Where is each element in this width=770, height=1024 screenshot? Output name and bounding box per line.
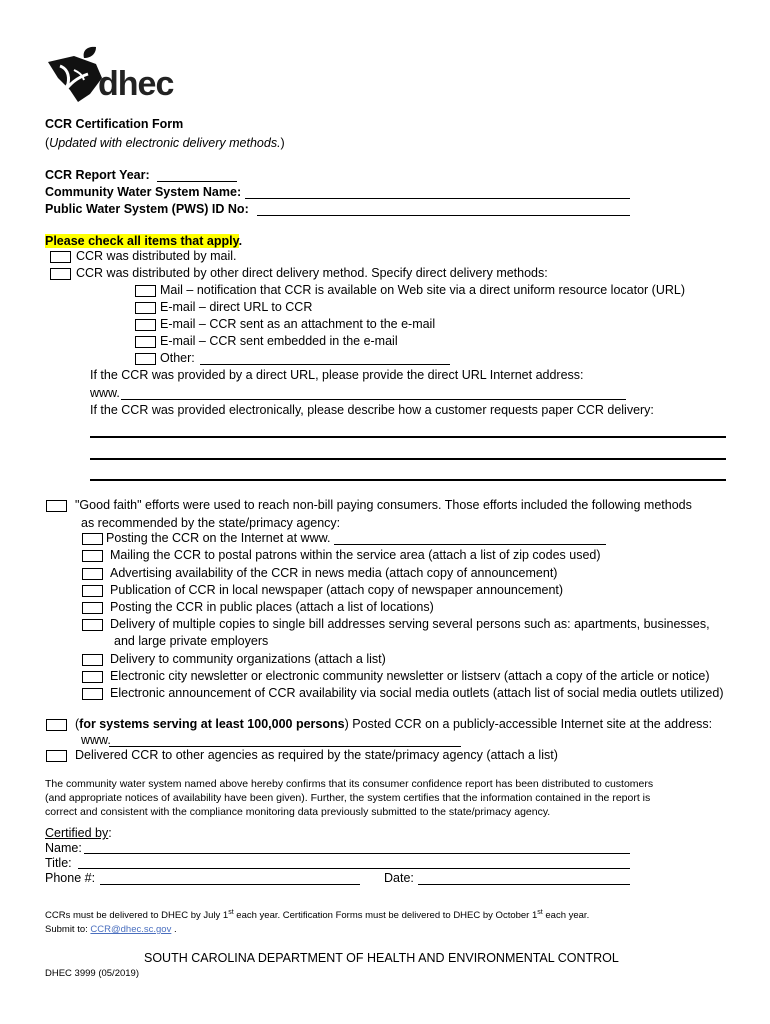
- large-system-url-prefix: www.: [81, 733, 111, 747]
- report-year-label: CCR Report Year:: [45, 168, 150, 182]
- method-email-attachment-checkbox[interactable]: [135, 319, 156, 331]
- gf-newsletter-label: Electronic city newsletter or electronic community newsletter or listserv (attach a copy of the article or notice): [110, 669, 710, 683]
- form-subtitle: (Updated with electronic delivery methods.): [45, 136, 285, 150]
- gf-social-media-label: Electronic announcement of CCR availability via social media outlets (attach list of social media outlets utilized): [110, 686, 724, 700]
- gf-advertising-checkbox[interactable]: [82, 568, 103, 580]
- gf-public-places-checkbox[interactable]: [82, 602, 103, 614]
- gf-internet-checkbox[interactable]: [82, 533, 103, 545]
- name-field[interactable]: [84, 853, 630, 854]
- method-email-embedded-checkbox[interactable]: [135, 336, 156, 348]
- large-system-url-field[interactable]: [109, 746, 461, 747]
- good-faith-label-cont: as recommended by the state/primacy agency:: [81, 516, 341, 530]
- mail-distributed-checkbox[interactable]: [50, 251, 71, 263]
- other-delivery-checkbox[interactable]: [50, 268, 71, 280]
- gf-multiple-copies-checkbox[interactable]: [82, 619, 103, 631]
- other-delivery-label: CCR was distributed by other direct delivery method. Specify direct delivery methods:: [76, 266, 548, 280]
- submit-email-link[interactable]: CCR@dhec.sc.gov: [90, 924, 172, 935]
- report-year-field[interactable]: [157, 181, 237, 182]
- phone-field[interactable]: [100, 884, 360, 885]
- gf-public-places-label: Posting the CCR in public places (attach a list of locations): [110, 600, 434, 614]
- method-email-url-label: E-mail – direct URL to CCR: [160, 300, 313, 314]
- paper-request-line-3[interactable]: [90, 479, 726, 481]
- direct-url-field[interactable]: [121, 399, 626, 400]
- check-prompt: Please check all items that apply.: [45, 234, 243, 248]
- pws-id-label: Public Water System (PWS) ID No:: [45, 202, 249, 216]
- method-email-url-checkbox[interactable]: [135, 302, 156, 314]
- certification-text-2: (and appropriate notices of availability have been given). Further, the system certifies that the information contained in the report is: [45, 792, 651, 804]
- form-title: CCR Certification Form: [45, 117, 184, 131]
- gf-community-orgs-checkbox[interactable]: [82, 654, 103, 666]
- department-name: SOUTH CAROLINA DEPARTMENT OF HEALTH AND ENVIRONMENTAL CONTROL: [144, 951, 619, 965]
- method-other-checkbox[interactable]: [135, 353, 156, 365]
- deadline-note: CCRs must be delivered to DHEC by July 1st each year. Certification Forms must be delivered to DHEC by October 1st each year.: [45, 909, 590, 921]
- other-agencies-checkbox[interactable]: [46, 750, 67, 762]
- method-email-embedded-label: E-mail – CCR sent embedded in the e-mail: [160, 334, 398, 348]
- logo-wordmark: dhec: [98, 65, 174, 103]
- method-mail-url-checkbox[interactable]: [135, 285, 156, 297]
- gf-newspaper-label: Publication of CCR in local newspaper (attach copy of newspaper announcement): [110, 583, 564, 597]
- url-prefix: www.: [90, 386, 120, 400]
- large-system-label: (for systems serving at least 100,000 persons) Posted CCR on a publicly-accessible Internet site at the address:: [75, 717, 713, 731]
- paper-request-line-2[interactable]: [90, 458, 726, 460]
- gf-community-orgs-label: Delivery to community organizations (attach a list): [110, 652, 386, 666]
- dhec-logo: [44, 44, 194, 106]
- gf-postal-label: Mailing the CCR to postal patrons within the service area (attach a list of zip codes used): [110, 548, 601, 562]
- submit-note: Submit to: CCR@dhec.sc.gov .: [45, 924, 177, 935]
- title-label: Title:: [45, 856, 72, 870]
- certification-text-1: The community water system named above hereby confirms that its consumer confidence report has been distributed to customers: [45, 778, 654, 790]
- sc-state-leaf-icon: [44, 44, 106, 104]
- good-faith-checkbox[interactable]: [46, 500, 67, 512]
- gf-multiple-copies-label-cont: and large private employers: [114, 634, 269, 648]
- gf-newsletter-checkbox[interactable]: [82, 671, 103, 683]
- title-field[interactable]: [78, 868, 630, 869]
- name-label: Name:: [45, 841, 82, 855]
- other-agencies-label: Delivered CCR to other agencies as required by the state/primacy agency (attach a list): [75, 748, 558, 762]
- date-field[interactable]: [418, 884, 630, 885]
- method-mail-url-label: Mail – notification that CCR is available on Web site via a direct uniform resource locator (URL): [160, 283, 685, 297]
- gf-newspaper-checkbox[interactable]: [82, 585, 103, 597]
- pws-id-field[interactable]: [257, 215, 630, 216]
- gf-multiple-copies-label: Delivery of multiple copies to single bill addresses serving several persons such as: apartments, businesses,: [110, 617, 710, 631]
- url-question: If the CCR was provided by a direct URL, please provide the direct URL Internet address:: [90, 368, 584, 382]
- paper-request-question: If the CCR was provided electronically, please describe how a customer requests paper CCR delivery:: [90, 403, 654, 417]
- gf-internet-url-field[interactable]: [334, 544, 606, 545]
- good-faith-label: "Good faith" efforts were used to reach non-bill paying consumers. Those efforts included the following methods: [75, 498, 692, 512]
- gf-internet-label: Posting the CCR on the Internet at www.: [106, 531, 331, 545]
- system-name-label: Community Water System Name:: [45, 185, 242, 199]
- mail-distributed-label: CCR was distributed by mail.: [76, 249, 237, 263]
- certified-by-heading: Certified by:: [45, 826, 112, 840]
- certification-text-3: correct and consistent with the compliance monitoring data previously submitted to the state/primacy agency.: [45, 806, 551, 818]
- paper-request-line-1[interactable]: [90, 436, 726, 438]
- system-name-field[interactable]: [245, 198, 630, 199]
- method-other-field[interactable]: [200, 364, 450, 365]
- gf-social-media-checkbox[interactable]: [82, 688, 103, 700]
- gf-advertising-label: Advertising availability of the CCR in news media (attach copy of announcement): [110, 566, 558, 580]
- large-system-checkbox[interactable]: [46, 719, 67, 731]
- method-other-label: Other:: [160, 351, 195, 365]
- phone-label: Phone #:: [45, 871, 96, 885]
- form-number: DHEC 3999 (05/2019): [45, 968, 139, 979]
- method-email-attachment-label: E-mail – CCR sent as an attachment to the e-mail: [160, 317, 436, 331]
- date-label: Date:: [384, 871, 414, 885]
- gf-postal-checkbox[interactable]: [82, 550, 103, 562]
